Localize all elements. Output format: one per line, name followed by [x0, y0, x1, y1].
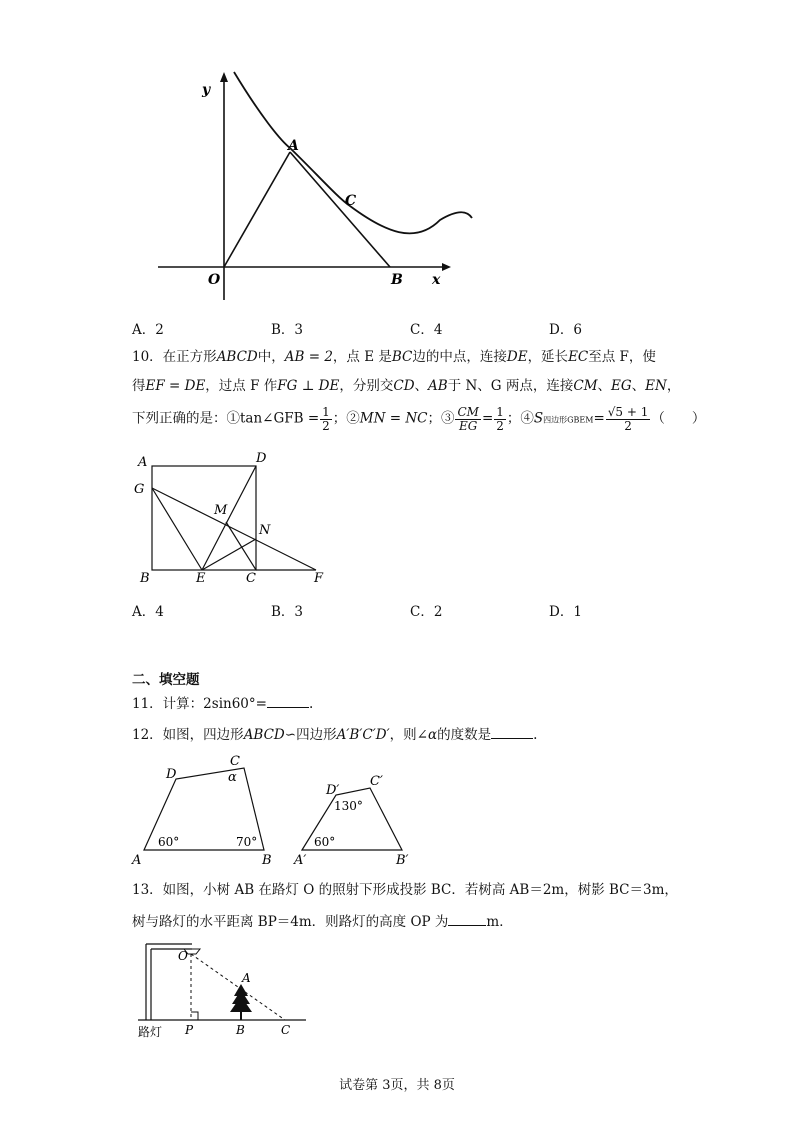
label-lamp: 路灯	[138, 1025, 163, 1039]
fraction-cm-eg: $\frac{CM}{EG}$	[457, 405, 479, 433]
q10-line1: 10．在正方形ABCD中，AB = 2，点 E 是BC边的中点，连接DE，延长EC至点 F，使	[132, 349, 656, 365]
label-E: E	[196, 571, 206, 586]
label-Ap: A′	[294, 853, 307, 868]
label-P: P	[185, 1023, 194, 1037]
q10-option-b: B．3	[271, 604, 304, 620]
angle-130: 130°	[334, 799, 363, 813]
answer-blank[interactable]	[267, 695, 309, 708]
q12-quadrilaterals-figure	[130, 752, 430, 870]
fraction-sqrt5: $\frac{√5 + 1}{2}$	[607, 405, 649, 433]
label-M: M	[214, 503, 228, 518]
q9-coordinate-graph	[150, 60, 490, 310]
segment-AB	[290, 152, 390, 267]
label-D: D	[166, 767, 177, 782]
q12-text: 12．如图，四边形ABCD∽四边形A′B′C′D′，则∠α的度数是 .	[132, 727, 538, 743]
fraction-1-2: $\frac{1}{2}$	[322, 405, 330, 433]
label-Bp: B′	[396, 853, 409, 868]
label-Dp: D′	[326, 783, 340, 798]
q10-option-d: D．1	[549, 604, 582, 620]
label-D: D	[256, 451, 267, 466]
label-G: G	[134, 482, 145, 497]
label-O: O	[178, 949, 188, 963]
q11-text: 11．计算：2sin60°= .	[132, 696, 314, 712]
label-C: C	[281, 1023, 291, 1037]
label-Cp: C′	[370, 774, 383, 789]
label-C: C	[230, 754, 240, 769]
q10-line2: 得EF = DE，过点 F 作FG ⊥ DE，分别交CD、AB于 N、G 两点，连接CM、EG、EN，	[132, 378, 681, 394]
label-A: A	[288, 138, 299, 154]
answer-blank[interactable]	[491, 726, 533, 739]
label-A: A	[132, 853, 142, 868]
answer-blank[interactable]	[448, 913, 486, 926]
label-A: A	[242, 971, 251, 985]
label-F: F	[314, 571, 324, 586]
q9-option-b: B．3	[271, 322, 304, 338]
q10-option-c: C．2	[410, 604, 443, 620]
y-axis-arrow	[220, 72, 228, 82]
label-O: O	[208, 272, 221, 288]
fraction-1-2-b: $\frac{1}{2}$	[496, 405, 504, 433]
q13-lamp-figure	[130, 936, 320, 1048]
label-C: C	[345, 193, 357, 209]
q10-option-a: A．4	[132, 604, 164, 620]
square-ABCD	[152, 466, 256, 570]
label-N: N	[259, 523, 271, 538]
q13-line2: 树与路灯的水平距离 BP＝4m．则路灯的高度 OP 为 m．	[132, 914, 513, 930]
hyperbola-curve	[234, 72, 472, 233]
q9-option-d: D．6	[549, 322, 582, 338]
angle-70: 70°	[236, 835, 258, 849]
label-B: B	[262, 853, 272, 868]
right-angle-mark	[191, 1012, 198, 1020]
tree-icon	[230, 984, 252, 1020]
q10-line3: 下列正确的是：①tan∠GFB = $\frac{1}{2}$ ；②MN = NC；③ $\frac{CM}{EG}$ = $\frac{1}{2}$ ；④S四边形GBEM= $\frac{√5 + 1}{2}$ （ ）	[132, 405, 706, 433]
q13-line1: 13．如图，小树 AB 在路灯 O 的照射下形成投影 BC．若树高 AB＝2m，树影 BC＝3m，	[132, 882, 678, 898]
page-footer: 试卷第 3页，共 8页	[339, 1078, 455, 1093]
label-A: A	[138, 455, 148, 470]
angle-60: 60°	[158, 835, 180, 849]
x-axis-arrow	[442, 263, 451, 271]
label-B: B	[236, 1023, 245, 1037]
label-B: B	[140, 571, 150, 586]
label-x: x	[432, 272, 441, 288]
angle-60-prime: 60°	[314, 835, 336, 849]
label-y: y	[202, 82, 211, 98]
q9-option-c: C．4	[410, 322, 443, 338]
label-C: C	[246, 571, 256, 586]
angle-alpha: α	[228, 770, 237, 785]
segment-CM	[226, 522, 256, 570]
q9-option-a: A．2	[132, 322, 164, 338]
label-B: B	[391, 272, 403, 288]
section-heading: 二、填空题	[132, 672, 200, 688]
segment-OA	[224, 152, 290, 267]
q10-square-figure	[130, 448, 340, 588]
